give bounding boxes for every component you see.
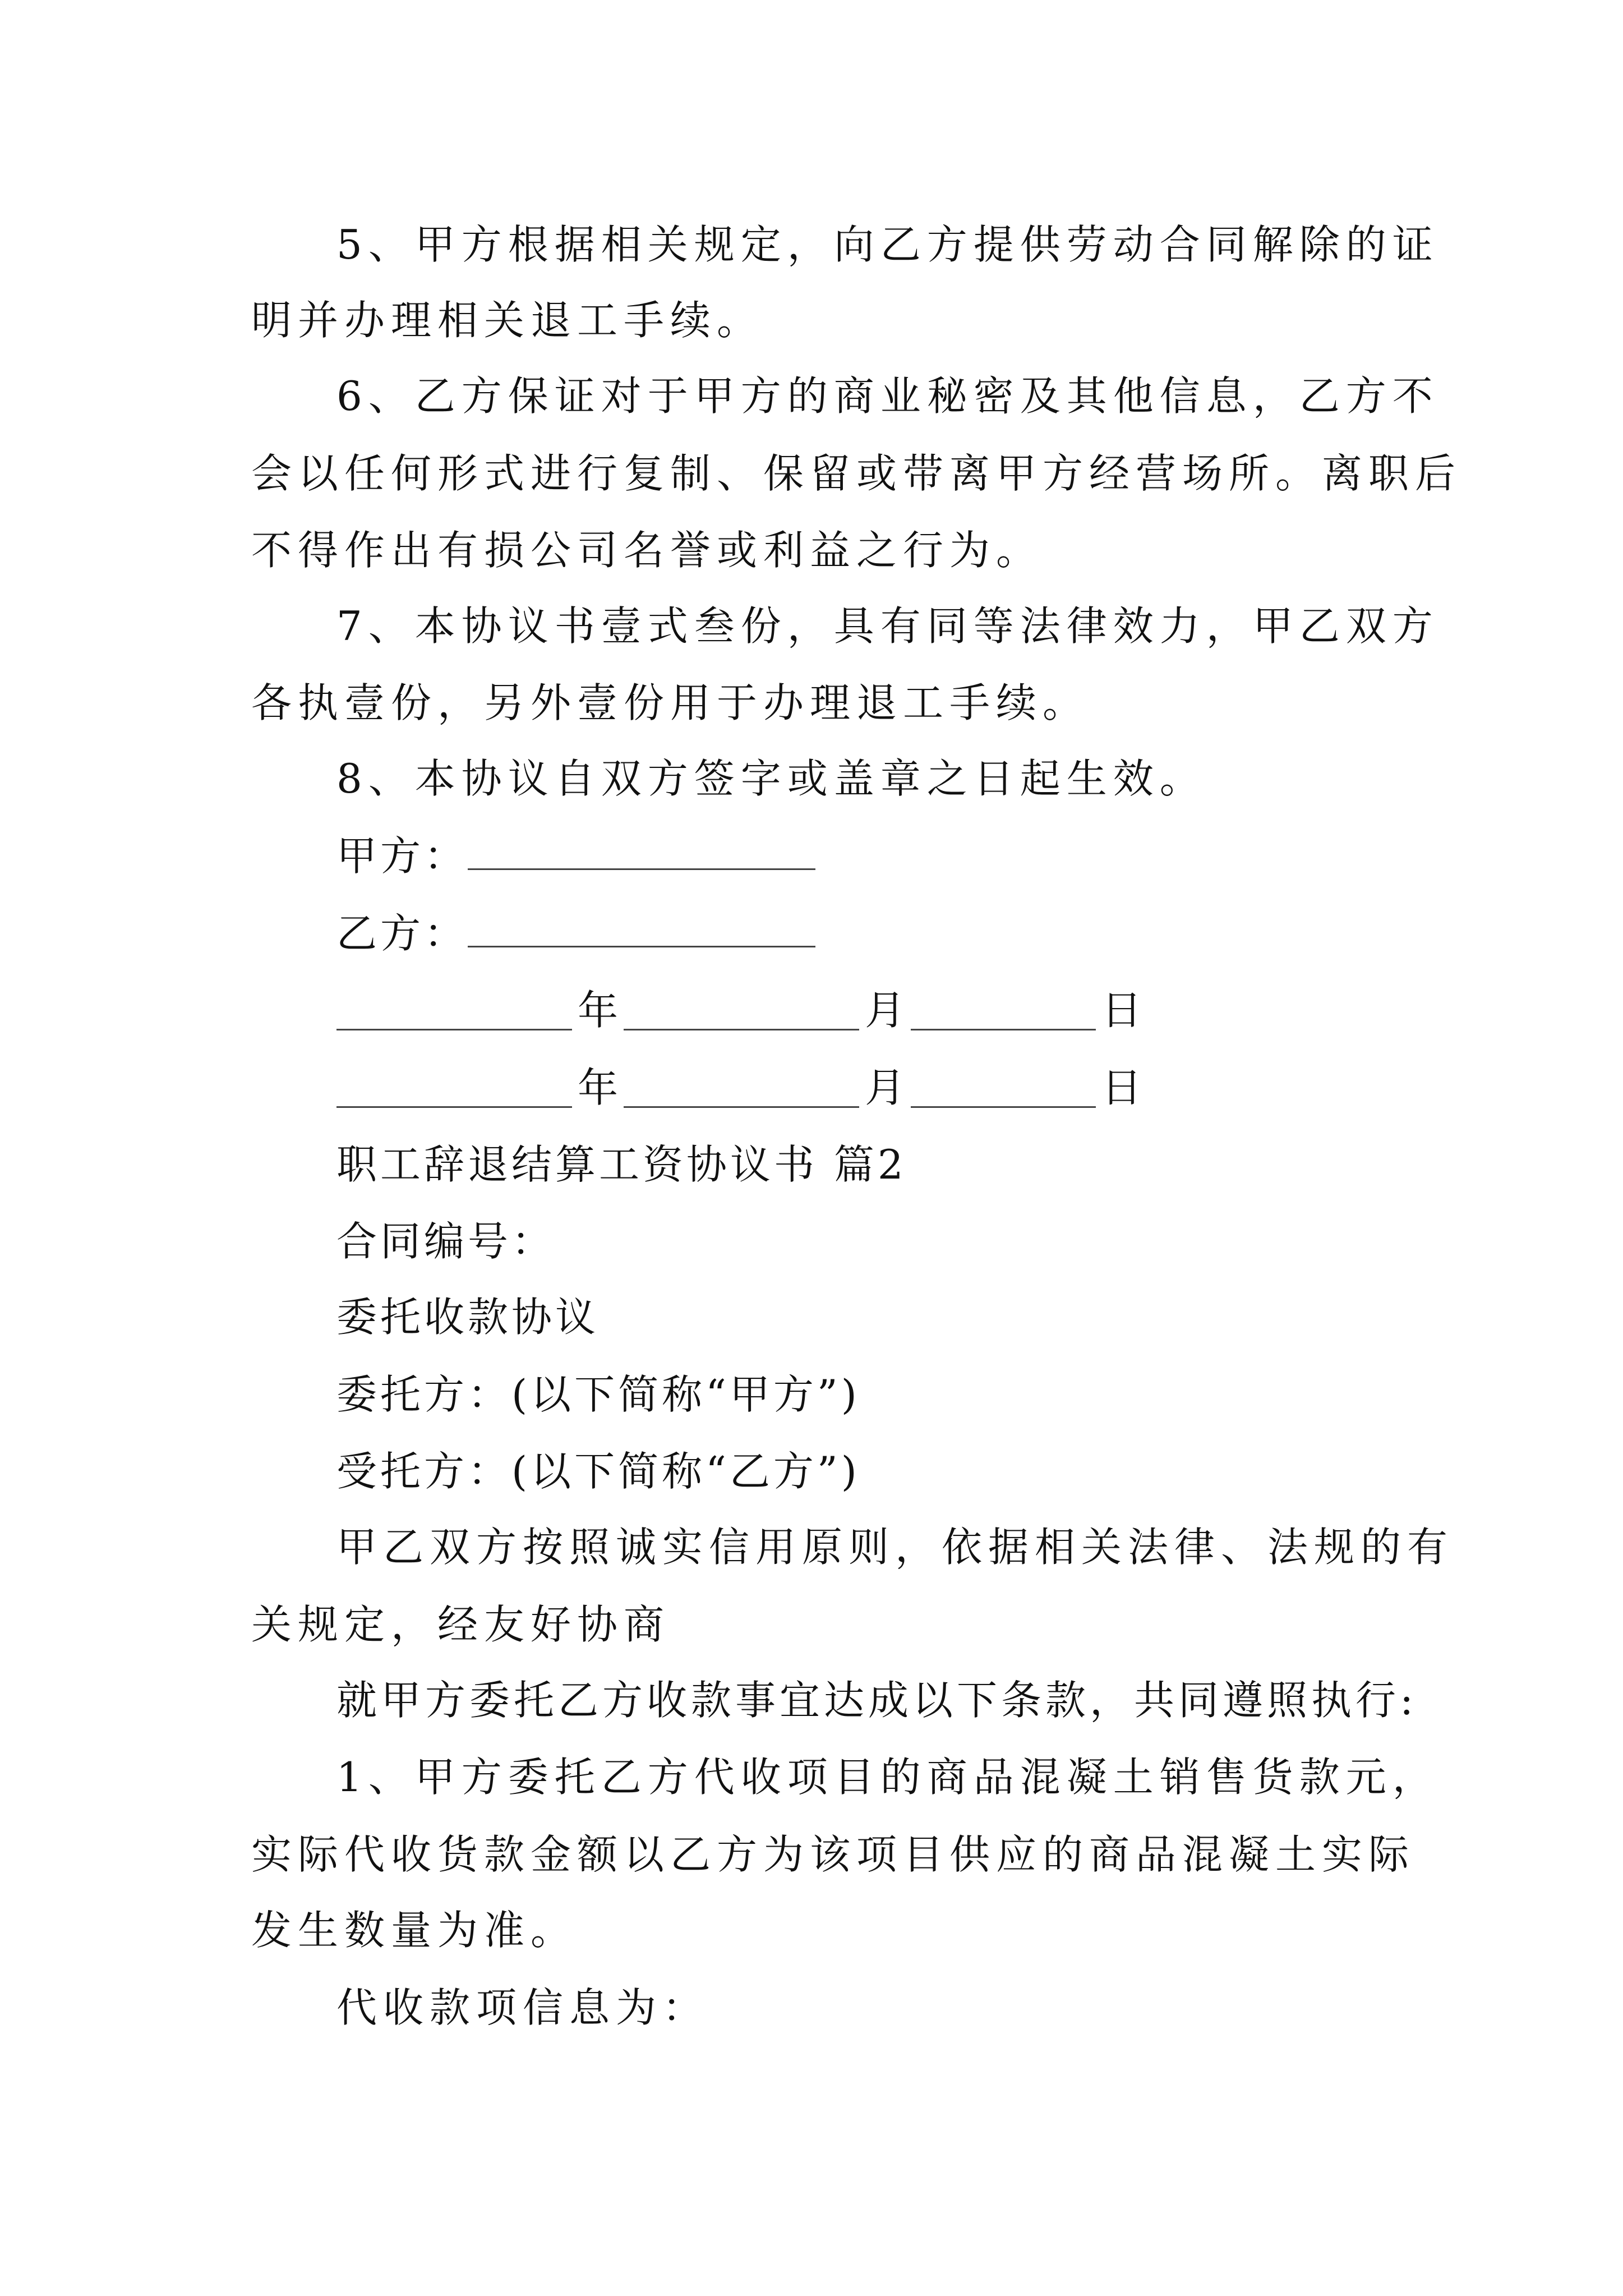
contract-number-label: 合同编号： (336, 1218, 556, 1265)
party-a-blank (468, 865, 815, 870)
year-label: 年 (578, 1064, 619, 1111)
clause-6-line-3: 不得作出有损公司名誉或利益之行为。 (251, 527, 1043, 574)
party-a-label: 甲方： (336, 832, 468, 880)
agent-party: 受托方：(以下简称“乙方”) (336, 1448, 860, 1495)
month-blank (624, 1073, 859, 1108)
month-label: 月 (865, 987, 906, 1034)
day-label: 日 (1101, 1064, 1142, 1111)
party-b-blank (468, 942, 815, 947)
principal-party: 委托方：(以下简称“甲方”) (336, 1371, 860, 1418)
clause-7-line-1: 7、本协议书壹式叁份，具有同等法律效力，甲乙双方 (336, 602, 1439, 650)
clause-5-line-2: 明并办理相关退工手续。 (251, 297, 764, 344)
day-label: 日 (1101, 987, 1142, 1034)
date-row-1 (336, 987, 1147, 1034)
clause-6-line-2: 会以任何形式进行复制、保留或带离甲方经营场所。离职后 (251, 450, 1462, 497)
clause-6-line-1: 6、乙方保证对于甲方的商业秘密及其他信息，乙方不 (336, 372, 1439, 420)
clause-5-line-1: 5、甲方根据相关规定，向乙方提供劳动合同解除的证 (336, 221, 1439, 268)
year-label: 年 (578, 987, 619, 1034)
item-1-line-2: 实际代收货款金额以乙方为该项目供应的商品混凝土实际 (251, 1831, 1415, 1878)
item-1-line-1: 1、甲方委托乙方代收项目的商品混凝土销售货款元， (336, 1754, 1439, 1801)
section-title: 职工辞退结算工资协议书 篇2 (336, 1141, 907, 1188)
day-blank (911, 1073, 1096, 1108)
month-label: 月 (865, 1064, 906, 1111)
preamble-line-2: 关规定，经友好协商 (251, 1601, 671, 1648)
agreement-title: 委托收款协议 (336, 1294, 600, 1341)
clause-8-line: 8、本协议自双方签字或盖章之日起生效。 (336, 755, 1206, 802)
preamble-line-1: 甲乙双方按照诚实信用原则，依据相关法律、法规的有 (336, 1524, 1454, 1571)
terms-intro-line: 就甲方委托乙方收款事宜达成以下条款，共同遵照执行: (336, 1677, 1418, 1724)
clause-7-line-2: 各执壹份，另外壹份用于办理退工手续。 (251, 679, 1090, 726)
item-1-line-3: 发生数量为准。 (251, 1907, 578, 1954)
payment-info-label: 代收款项信息为： (336, 1984, 709, 2031)
day-blank (911, 995, 1096, 1030)
date-row-2 (336, 1064, 1147, 1111)
party-b-label: 乙方： (336, 910, 468, 957)
year-blank (336, 995, 572, 1030)
month-blank (624, 995, 859, 1030)
party-b-signature (336, 910, 815, 957)
year-blank (336, 1073, 572, 1108)
party-a-signature (336, 832, 815, 880)
